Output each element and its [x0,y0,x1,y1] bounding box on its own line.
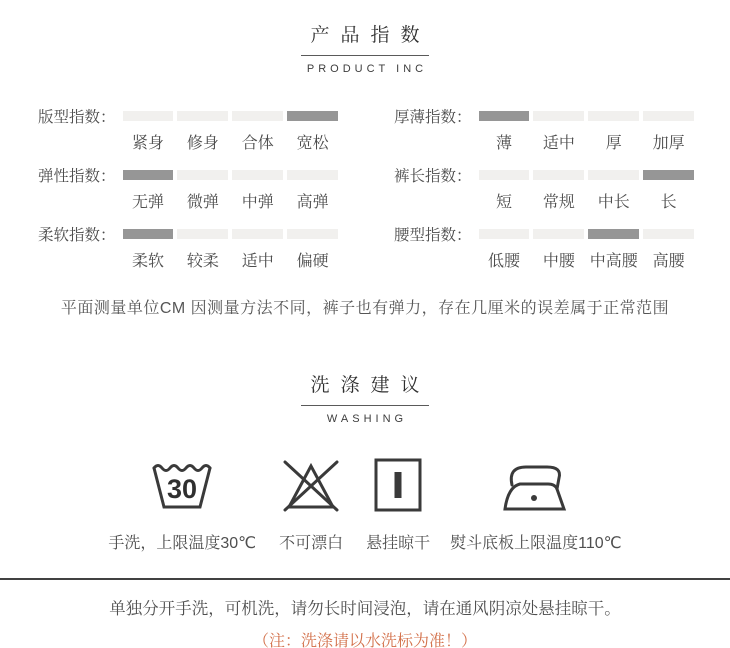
index-bar [123,229,174,239]
index-scale [123,111,338,153]
index-bar [643,229,694,239]
washing-footer-text: 单独分开手洗，可机洗，请勿长时间浸泡，请在通风阴凉处悬挂晾干。 [109,600,621,618]
index-option: 偏硬 [296,253,329,270]
index-option: 中长 [597,194,630,211]
index-option: 薄 [495,135,512,152]
hand-wash-30-icon [149,449,215,515]
wash-item-no-bleach [276,449,346,553]
index-bar [533,111,584,121]
washing-title: 洗涤建议 [310,375,431,396]
index-bar [123,111,174,121]
iron-max-110-icon [500,449,572,515]
index-option: 中腰 [542,253,575,270]
index-grid [0,111,730,271]
wash-label: 不可漂白 [279,535,344,552]
index-option: 紧身 [131,135,164,152]
index-label: 弹性指数： [38,168,116,185]
index-option: 无弹 [131,194,164,211]
index-group-length [394,170,694,212]
index-option: 合体 [241,135,274,152]
footer-divider [0,578,730,580]
wash-label: 悬挂晾干 [366,535,431,552]
product-index-header [0,0,730,75]
index-bar [588,111,639,121]
index-option: 较柔 [186,253,219,270]
index-option: 中高腰 [589,253,638,270]
washing-header [0,370,730,425]
index-option: 高腰 [652,253,685,270]
index-bar [643,170,694,180]
index-bar [287,111,338,121]
index-option: 修身 [186,135,219,152]
index-group-waist [394,229,694,271]
index-bar [643,111,694,121]
wash-item-hand-wash [108,449,256,553]
index-option: 长 [660,194,677,211]
washing-subtitle: WASHING [326,413,408,425]
index-label: 厚薄指数： [394,109,472,126]
washing-icons-row [0,449,730,553]
index-bar [177,111,228,121]
index-group-softness [38,229,338,271]
svg-text:30: 30 [167,474,198,504]
do-not-bleach-icon [276,449,346,515]
wash-label: 手洗，上限温度30℃ [108,535,257,552]
index-option: 适中 [241,253,274,270]
index-option: 宽松 [296,135,329,152]
index-option: 微弹 [186,194,219,211]
index-scale [123,229,338,271]
index-option: 短 [495,194,512,211]
index-scale [479,229,694,271]
index-bar [588,229,639,239]
wash-item-iron [450,449,621,553]
index-label: 腰型指数： [394,227,472,244]
index-option: 柔软 [131,253,164,270]
index-bar [479,111,530,121]
index-bar [287,170,338,180]
index-bar [533,229,584,239]
index-bar [533,170,584,180]
index-label: 裤长指数： [394,168,472,185]
index-scale [479,170,694,212]
index-option: 高弹 [296,194,329,211]
title-underline [301,405,429,406]
index-option: 常规 [542,194,575,211]
hang-dry-icon [371,449,425,515]
index-group-elasticity [38,170,338,212]
index-option: 中弹 [241,194,274,211]
index-bar [287,229,338,239]
product-index-subtitle: PRODUCT INC [306,63,428,75]
index-bar [479,229,530,239]
index-bar [123,170,174,180]
index-bar [232,229,283,239]
index-bar [232,111,283,121]
index-bar [479,170,530,180]
index-bar [177,229,228,239]
title-underline [301,55,429,56]
index-bar [588,170,639,180]
index-option: 厚 [605,135,622,152]
index-group-fit [38,111,338,153]
index-bar [232,170,283,180]
index-scale [479,111,694,153]
product-index-title: 产品指数 [310,25,431,46]
index-scale [123,170,338,212]
wash-label: 熨斗底板上限温度110℃ [450,535,622,552]
index-group-thickness [394,111,694,153]
index-option: 低腰 [487,253,520,270]
measurement-note: 平面测量单位CM 因测量方法不同，裤子也有弹力，存在几厘米的误差属于正常范围 [60,300,670,317]
index-label: 柔软指数： [38,227,116,244]
index-option: 加厚 [652,135,685,152]
index-option: 适中 [542,135,575,152]
index-bar [177,170,228,180]
index-label: 版型指数： [38,109,116,126]
wash-item-hang-dry [366,449,430,553]
washing-footer-note: （注：洗涤请以水洗标为准！） [252,633,477,648]
